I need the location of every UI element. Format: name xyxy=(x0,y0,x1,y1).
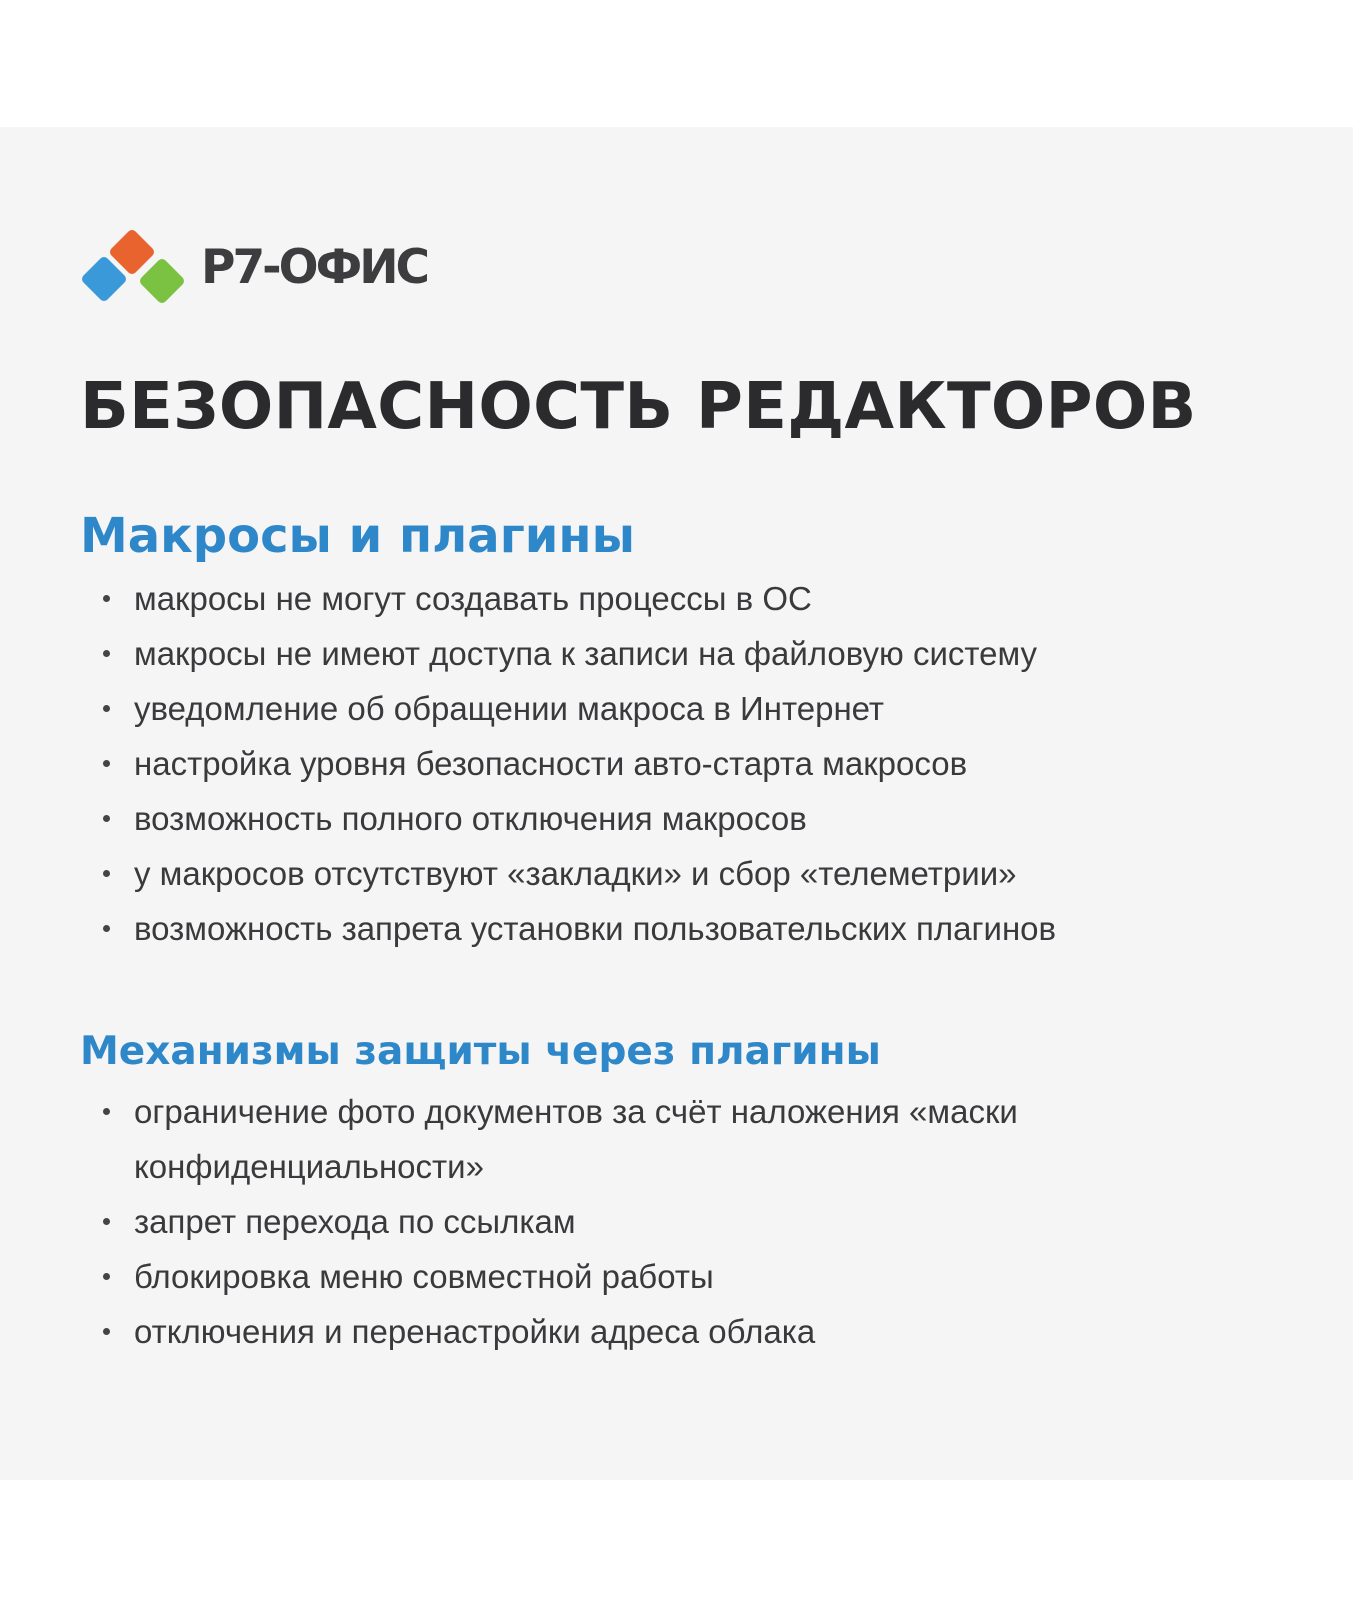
bullet-icon xyxy=(103,815,110,822)
list-item xyxy=(0,791,1224,846)
bullet-icon xyxy=(103,705,110,712)
bullet-icon xyxy=(103,1328,110,1335)
section-title-plugin-protection: Механизмы защиты через плагины xyxy=(80,1029,881,1074)
bullet-icon xyxy=(103,870,110,877)
bullet-icon xyxy=(103,1218,110,1225)
list-item xyxy=(0,571,1224,626)
brand-name: Р7-ОФИС xyxy=(201,239,428,295)
bullet-icon xyxy=(103,1108,110,1115)
list-item xyxy=(0,681,1224,736)
list-item-text: блокировка меню совместной работы xyxy=(134,1258,714,1295)
plugin-protection-list xyxy=(0,1084,1224,1359)
three-diamonds-logo-icon xyxy=(79,226,191,306)
list-item-text: возможность запрета установки пользовательских плагинов xyxy=(134,910,1057,947)
macros-feature-list xyxy=(0,571,1224,956)
bullet-icon xyxy=(103,650,110,657)
list-item xyxy=(0,1194,1224,1249)
bullet-icon xyxy=(103,925,110,932)
list-item-text: у макросов отсутствуют «закладки» и сбор «телеметрии» xyxy=(134,855,1017,892)
brand-logo xyxy=(79,226,427,306)
list-item xyxy=(0,626,1224,681)
bullet-icon xyxy=(103,1273,110,1280)
section-title-macros: Макросы и плагины xyxy=(80,508,635,564)
list-item xyxy=(0,1304,1224,1359)
list-item-text: возможность полного отключения макросов xyxy=(134,800,807,837)
list-item xyxy=(0,901,1224,956)
list-item xyxy=(0,736,1224,791)
page-title: БЕЗОПАСНОСТЬ РЕДАКТОРОВ xyxy=(80,370,1197,444)
bullet-icon xyxy=(103,760,110,767)
list-item-text: ограничение фото документов за счёт наложения «маски конфиденциальности» xyxy=(134,1093,1018,1185)
green-diamond xyxy=(138,257,186,305)
list-item xyxy=(0,846,1224,901)
list-item-text: макросы не имеют доступа к записи на файловую систему xyxy=(134,635,1038,672)
list-item xyxy=(0,1249,1224,1304)
list-item-text: макросы не могут создавать процессы в ОС xyxy=(134,580,812,617)
list-item xyxy=(0,1084,1224,1194)
list-item-text: уведомление об обращении макроса в Интернет xyxy=(134,690,885,727)
list-item-text: отключения и перенастройки адреса облака xyxy=(134,1313,816,1350)
bullet-icon xyxy=(103,595,110,602)
list-item-text: настройка уровня безопасности авто-старта макросов xyxy=(134,745,968,782)
list-item-text: запрет перехода по ссылкам xyxy=(134,1203,576,1240)
